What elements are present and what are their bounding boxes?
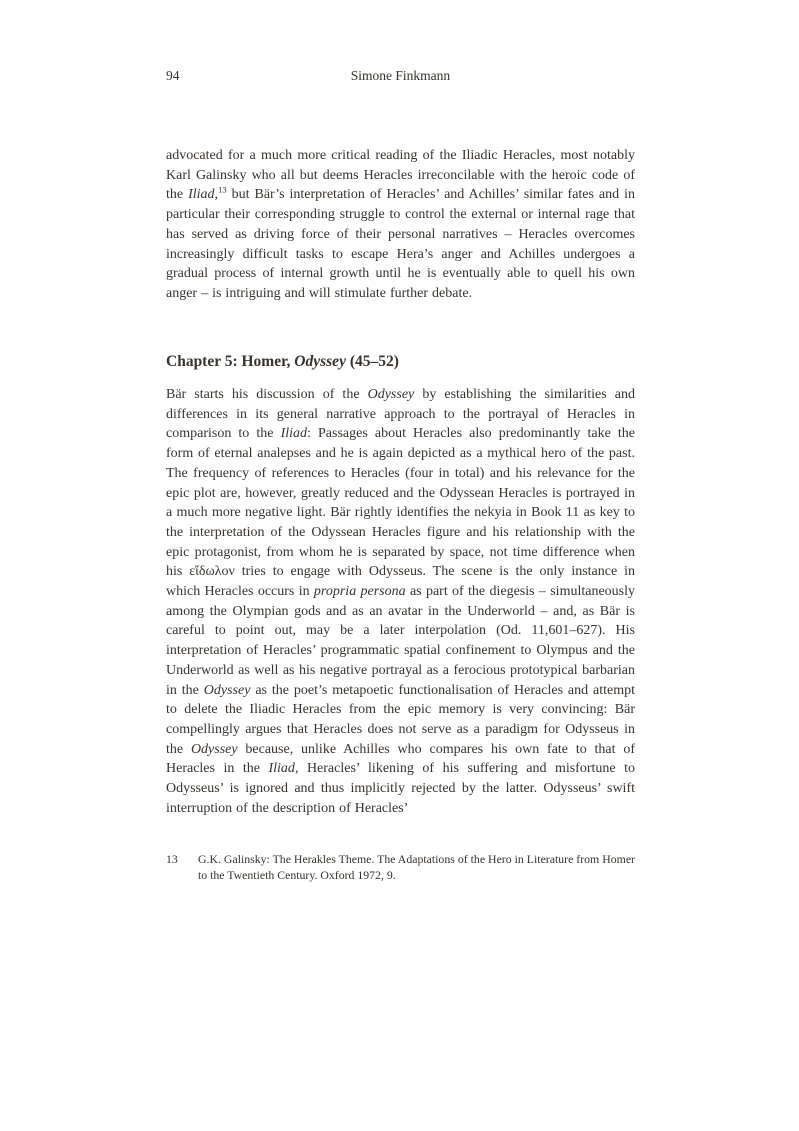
footnote-text: G.K. Galinsky: The Herakles Theme. The Adaptations of the Hero in Literature from Homer to the Twentieth Century. Oxford 1972, 9. <box>198 852 635 882</box>
footnote-number: 13 <box>166 852 178 866</box>
section-heading-chapter5: Chapter 5: Homer, Odyssey (45–52) <box>166 353 399 370</box>
footnote-section <box>166 851 635 883</box>
body-paragraph-chapter5: Bär starts his discussion of the Odyssey by establishing the similarities and differences in its general narrative approach to the portrayal of Heracles in comparison to the Iliad: Passages about Heracles also predominantly take the form of eternal analepses and he is again depicted as a mythical hero of the past. The frequency of references to Heracles (four in total) and his relevance for the epic plot are, however, greatly reduced and the Odyssean Heracles is portrayed in a much more negative light. Bär rightly identifies the nekyia in Book 11 as key to the interpretation of the Odyssean Heracles figure and his relationship with the epic protagonist, from whom he is separated by space, not time difference when his εἴδωλον tries to engage with Odysseus. The scene is the only instance in which Heracles occurs in propria persona as part of the diegesis – simultaneously among the Olympian gods and as an avatar in the Underworld – and, as Bär is careful to point out, may be a later interpolation (Od. 11,601–627). His interpretation of Heracles’ programmatic spatial confinement to Olympus and the Underworld as well as his negative portrayal as a ferocious prototypical barbarian in the Odyssey as the poet’s metapoetic functionalisation of Heracles and attempt to delete the Iliadic Heracles from the epic memory is very convincing: Bär compellingly argues that Heracles does not serve as a paradigm for Odysseus in the Odyssey because, unlike Achilles who compares his own fate to that of Heracles in the Iliad, Heracles’ likening of his suffering and misfortune to Odysseus’ is ignored and thus implicitly rejected by the latter. Odysseus’ swift interruption of the description of Heracles’ <box>166 387 636 816</box>
page-header <box>166 68 635 84</box>
page-number: 94 <box>166 68 180 83</box>
footnote-item <box>166 851 635 883</box>
running-title: Simone Finkmann <box>350 68 451 83</box>
body-paragraph-continuation: advocated for a much more critical reading of the Iliadic Heracles, most notably Karl Galinsky who all but deems Heracles irreconcilable with the heroic code of the Iliad,$^{13}$ but Bär’s interpretation of Heracles’ and Achilles’ similar fates and in particular their corresponding struggle to control the external or internal rage that has served as driving force of their personal narratives – Heracles overcomes increasingly difficult tasks to escape Hera’s anger and Achilles undergoes a gradual process of internal growth until he is eventually able to quell his own anger – is intriguing and will stimulate further debate. <box>166 148 635 301</box>
